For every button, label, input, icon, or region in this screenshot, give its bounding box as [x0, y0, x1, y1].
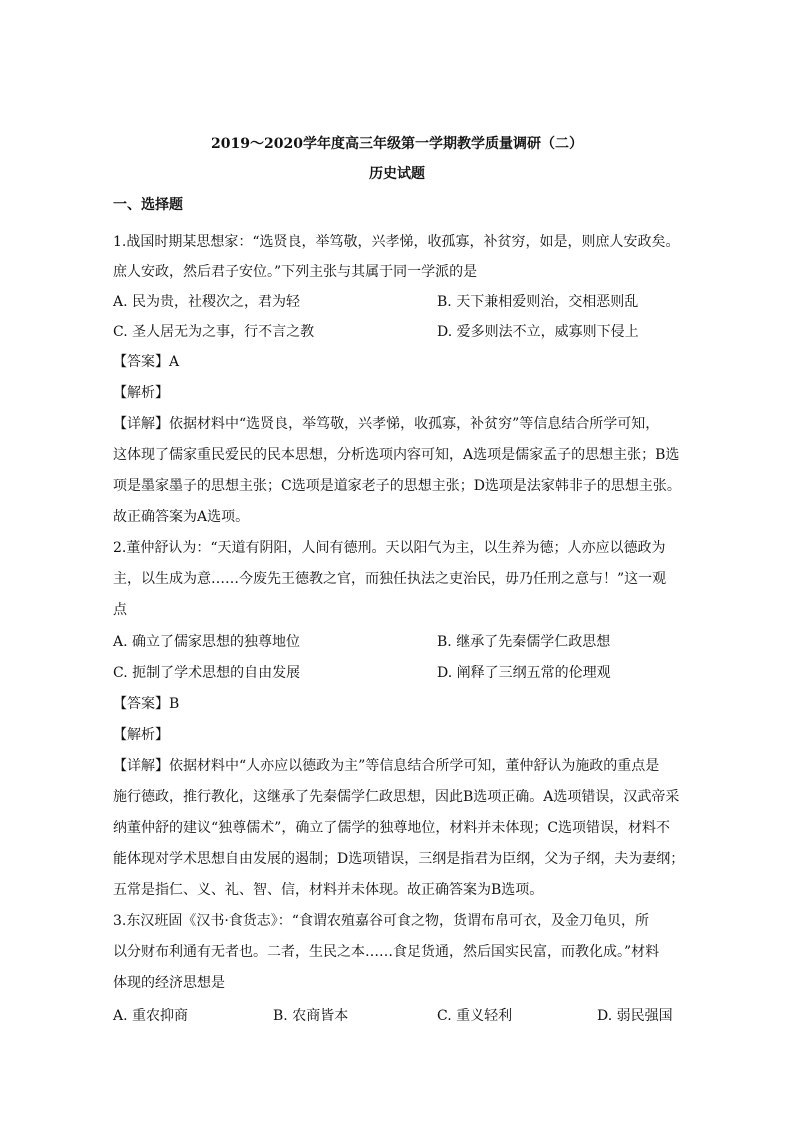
q2-option-d: D. 阐释了三纲五常的伦理观	[437, 665, 611, 681]
q1-detail-line-4: 故正确答案为A选项。	[113, 509, 250, 525]
q3-stem-line-1: 3.东汉班固《汉书·食货志》：“食谓农殖嘉谷可食之物，货谓布帛可衣，及金刀龟贝，所	[113, 913, 649, 929]
q1-answer: 【答案】A	[113, 354, 180, 370]
q1-stem-line-2: 庶人安政，然后君子安位。”下列主张与其属于同一学派的是	[113, 264, 478, 280]
q2-detail-line-4: 能体现对学术思想自由发展的遏制；D选项错误，三纲是指君为臣纲，父为子纲，夫为妻纲；	[113, 851, 685, 867]
q3-stem-line-3: 体现的经济思想是	[113, 975, 225, 991]
q3-option-d: D. 弱民强国	[597, 1008, 673, 1024]
q2-stem-line-1: 2.董仲舒认为：“天道有阴阳，人间有德刑。天以阳气为主，以生养为德；人亦应以德政为	[113, 540, 666, 556]
q2-option-a: A. 确立了儒家思想的独尊地位	[113, 634, 301, 650]
q2-detail-line-2: 施行德政，推行教化，这继承了先秦儒学仁政思想，因此B选项正确。A选项错误，汉武帝采	[113, 789, 680, 805]
q1-option-c: C. 圣人居无为之事，行不言之教	[113, 324, 315, 340]
q2-detail-line-1: 【详解】依据材料中“人亦应以德政为主”等信息结合所学可知，董仲舒认为施政的重点是	[113, 758, 660, 774]
q2-option-b: B. 继承了先秦儒学仁政思想	[437, 634, 611, 650]
q2-analysis-label: 【解析】	[113, 727, 169, 743]
q1-detail-line-1: 【详解】依据材料中“选贤良，举笃敬，兴孝悌，收孤寡，补贫穷”等信息结合所学可知，	[113, 416, 660, 432]
q1-option-b: B. 天下兼相爱则治，交相恶则乱	[437, 294, 639, 310]
q1-option-d: D. 爱多则法不立，威寡则下侵上	[437, 324, 639, 340]
q1-stem-line-1: 1.战国时期某思想家：“选贤良，举笃敬，兴孝悌，收孤寡，补贫穷，如是，则庶人安政矣。	[113, 234, 680, 250]
q1-analysis-label: 【解析】	[113, 385, 169, 401]
q1-detail-line-2: 这体现了儒家重民爱民的民本思想，分析选项内容可知，A选项是儒家孟子的思想主张；B选	[113, 447, 680, 463]
q3-option-b: B. 农商皆本	[273, 1008, 349, 1024]
section-heading: 一、选择题	[113, 197, 183, 213]
q1-detail-line-3: 项是墨家墨子的思想主张；C选项是道家老子的思想主张；D选项是法家韩非子的思想主张。	[113, 478, 681, 494]
exam-title: 2019～2020学年度高三年级第一学期教学质量调研（二）	[211, 136, 583, 152]
q2-option-c: C. 扼制了学术思想的自由发展	[113, 665, 301, 681]
q2-detail-line-5: 五常是指仁、义、礼、智、信，材料并未体现。故正确答案为B选项。	[113, 882, 544, 898]
q2-answer: 【答案】B	[113, 696, 180, 712]
q2-stem-line-3: 点	[113, 602, 127, 618]
q3-option-c: C. 重义轻利	[437, 1008, 513, 1024]
exam-subtitle: 历史试题	[369, 166, 425, 182]
q3-stem-line-2: 以分财布利通有无者也。二者，生民之本……食足货通，然后国实民富，而教化成。”材料	[113, 944, 660, 960]
q3-option-a: A. 重农抑商	[113, 1008, 189, 1024]
q2-stem-line-2: 主，以生成为意……今废先王德教之官，而独任执法之吏治民，毋乃任刑之意与！”这一观	[113, 571, 667, 587]
q1-option-a: A. 民为贵，社稷次之，君为轻	[113, 294, 301, 310]
q2-detail-line-3: 纳董仲舒的建议“独尊儒术”，确立了儒学的独尊地位，材料并未体现；C选项错误，材料不	[113, 820, 671, 836]
